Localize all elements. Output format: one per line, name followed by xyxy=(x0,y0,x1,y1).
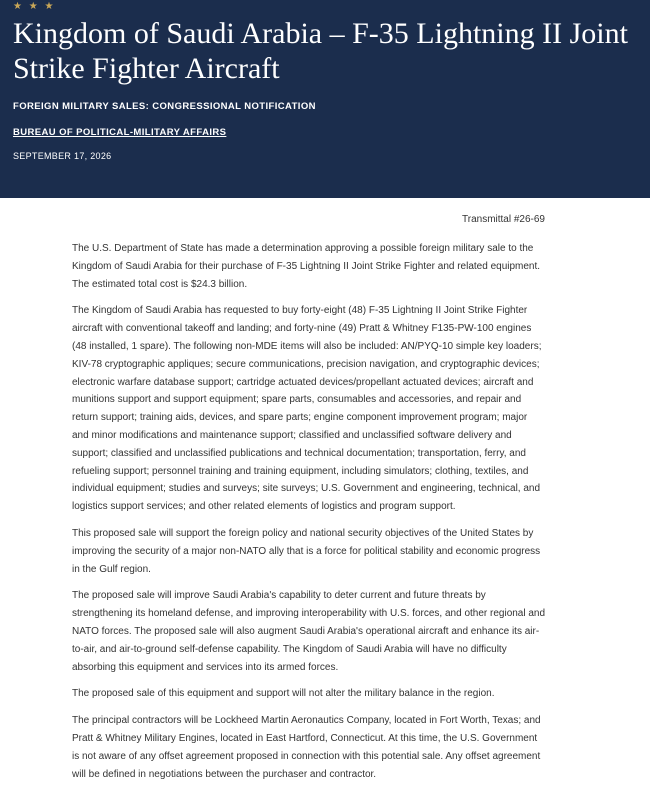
bureau-link[interactable]: BUREAU OF POLITICAL-MILITARY AFFAIRS xyxy=(13,127,227,138)
page-header xyxy=(0,0,650,198)
transmittal-number: Transmittal #26-69 xyxy=(462,214,545,225)
paragraph-request: The Kingdom of Saudi Arabia has requested to buy forty-eight (48) F-35 Lightning II Joint Strike Fighter aircraft with conventional takeoff and landing; and forty-nine (49) Pratt & Whitney F135-PW-100 engines (48 installed, 1 spare). The following non-MDE items will also be included: AN/PYQ-10 simple key loaders; KIV-78 cryptographic appliques; secure communications, precision navigation, and cryptographic devices; electronic warfare database support; cartridge actuated devices/propellant actuated devices; aircraft and munitions support and support equipment; spare parts, consumables and accessories, and repair and return support; training aids, devices, and spare parts; engine component improvement program; major and minor modifications and maintenance support; classified and unclassified software delivery and support; classified and unclassified publications and technical documentation; transportation, ferry, and refueling support; personnel training and training equipment, including simulators; clothing, textiles, and individual equipment; studies and surveys; site surveys; U.S. Government and engineering, technical, and logistics support services; and other related elements of logistics and program support. xyxy=(72,305,542,513)
stars-decoration: ★ ★ ★ xyxy=(13,1,56,12)
paragraph-capability: The proposed sale will improve Saudi Arabia's capability to deter current and future threats by strengthening its homeland defense, and improving interoperability with U.S. forces, and other regional and NATO forces. The proposed sale will also augment Saudi Arabia's operational aircraft and enhance its air-to-air, and air-to-ground self-defense capability. The Kingdom of Saudi Arabia will have no difficulty absorbing this equipment and services into its armed forces. xyxy=(72,590,546,673)
paragraph-contractors: The principal contractors will be Lockheed Martin Aeronautics Company, located in Fort Worth, Texas; and Pratt & Whitney Military Engines, located in East Hartford, Connecticut. At this time, the U.S. Government is not aware of any offset agreement proposed in connection with this potential sale. Any offset agreement will be defined in negotiations between the purchaser and contractor. xyxy=(72,715,541,780)
publish-date: SEPTEMBER 17, 2026 xyxy=(13,151,112,161)
page-subtitle: FOREIGN MILITARY SALES: CONGRESSIONAL NOTIFICATION xyxy=(13,101,316,112)
paragraph-determination: The U.S. Department of State has made a determination approving a possible foreign military sale to the Kingdom of Saudi Arabia for their purchase of F-35 Lightning II Joint Strike Fighter and related equipment. The estimated total cost is $24.3 billion. xyxy=(72,243,541,290)
paragraph-military-balance: The proposed sale of this equipment and support will not alter the military balance in the region. xyxy=(72,688,495,700)
page-title: Kingdom of Saudi Arabia – F-35 Lightning II Joint Strike Fighter Aircraft xyxy=(13,17,628,85)
paragraph-foreign-policy: This proposed sale will support the foreign policy and national security objectives of the United States by improving the security of a major non-NATO ally that is a force for political stability and economic progress in the Gulf region. xyxy=(72,527,541,575)
article-body xyxy=(72,240,546,792)
